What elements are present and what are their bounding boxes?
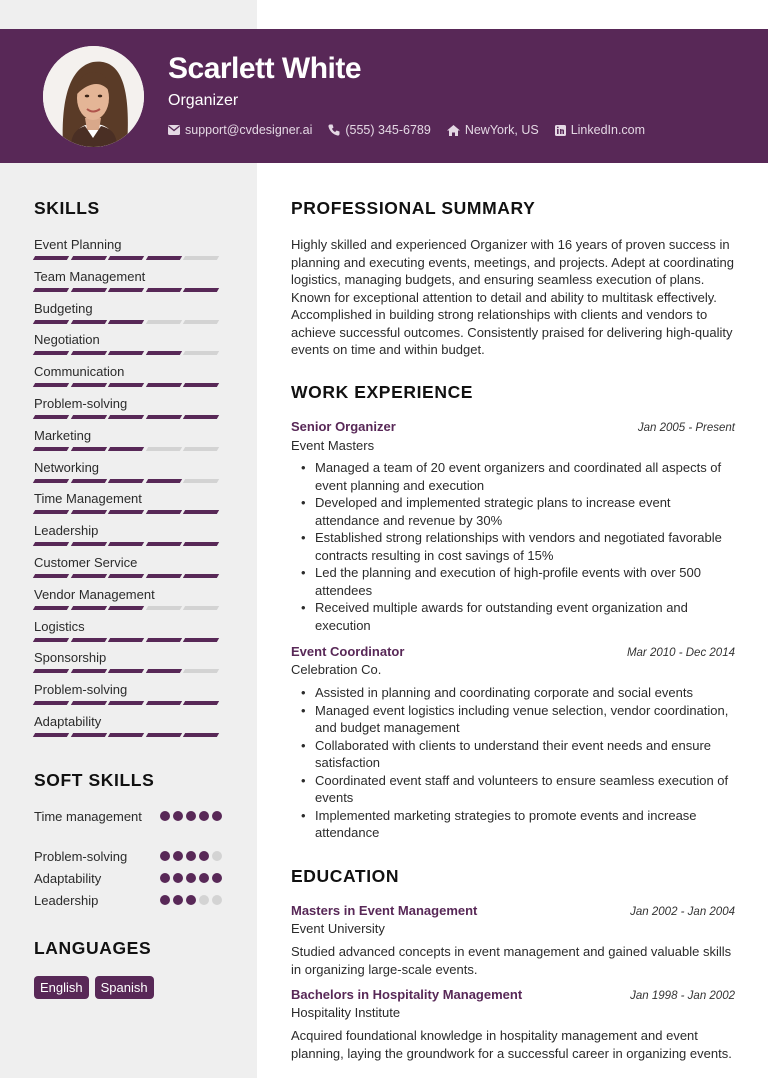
education-heading: EDUCATION: [291, 866, 400, 886]
rating-dot: [173, 811, 183, 821]
skill-level-segment: [70, 447, 106, 451]
skill-level-segment: [70, 383, 106, 387]
skill-level-segment: [146, 351, 182, 355]
skill-level-segment: [108, 510, 144, 514]
education-header: [291, 987, 735, 1002]
skill-level-segment: [146, 669, 182, 673]
candidate-role: Organizer: [168, 92, 239, 109]
skill-level-segment: [183, 733, 219, 737]
rating-dot: [160, 895, 170, 905]
job-bullet: • Developed and implemented strategic plans to increase event attendance and revenue by 30%: [299, 494, 735, 529]
rating-dot: [186, 851, 196, 861]
rating-dot: [186, 811, 196, 821]
skill-level-segment: [146, 574, 182, 578]
skill-name: Vendor Management: [34, 586, 155, 602]
job-bullet: • Managed a team of 20 event organizers and coordinated all aspects of event planning and execution: [299, 459, 735, 494]
skill-level-segment: [70, 351, 106, 355]
rating-dot: [199, 873, 209, 883]
soft-skill-item: [34, 870, 222, 887]
job-bullet: • Implemented marketing strategies to promote events and increase attendance: [299, 807, 735, 842]
skill-level-segment: [183, 606, 219, 610]
skill-level-segment: [108, 383, 144, 387]
degree-title: Masters in Event Management: [291, 903, 478, 918]
skill-level-bar: [34, 447, 222, 451]
skill-item: [34, 650, 222, 673]
skill-level-segment: [70, 701, 106, 705]
work-heading: WORK EXPERIENCE: [291, 382, 474, 402]
contact-row: [168, 123, 661, 137]
rating-dot: [212, 811, 222, 821]
skill-item: [34, 364, 222, 387]
skill-level-segment: [183, 479, 219, 483]
candidate-name: Scarlett White: [168, 52, 362, 85]
skill-level-segment: [108, 447, 144, 451]
skill-name: Marketing: [34, 427, 92, 443]
skill-level-bar: [34, 669, 222, 673]
school-name: Event University: [291, 921, 385, 936]
skill-level-segment: [33, 574, 69, 578]
skill-name: Networking: [34, 459, 100, 475]
soft-skill-rating: [157, 873, 222, 883]
envelope-icon: [168, 125, 180, 135]
rating-dot: [212, 851, 222, 861]
skill-level-bar: [34, 383, 222, 387]
job-company: Celebration Co.: [291, 662, 382, 677]
skill-item: [34, 428, 222, 451]
skill-level-segment: [33, 510, 69, 514]
skill-item: [34, 460, 222, 483]
skill-level-bar: [34, 256, 222, 260]
soft-skill-rating: [157, 895, 222, 905]
skill-level-segment: [183, 701, 219, 705]
languages-list: [34, 976, 160, 999]
skill-item: [34, 587, 222, 610]
job-title: Event Coordinator: [291, 644, 405, 659]
skill-level-segment: [33, 638, 69, 642]
language-tag: English: [34, 976, 89, 999]
skill-level-segment: [70, 479, 106, 483]
school-name: Hospitality Institute: [291, 1005, 401, 1020]
soft-skill-item: [34, 808, 222, 825]
skill-level-segment: [108, 288, 144, 292]
skill-item: [34, 619, 222, 642]
rating-dot: [173, 851, 183, 861]
skill-name: Event Planning: [34, 237, 122, 252]
skill-name: Communication: [34, 364, 125, 380]
degree-title: Bachelors in Hospitality Management: [291, 987, 523, 1002]
skill-level-segment: [70, 288, 106, 292]
skill-level-segment: [33, 479, 69, 483]
skill-item: [34, 237, 222, 260]
home-icon: [447, 125, 460, 136]
summary-heading: PROFESSIONAL SUMMARY: [291, 198, 536, 218]
skill-level-segment: [70, 542, 106, 546]
contact-email[interactable]: [168, 123, 312, 137]
skill-level-segment: [33, 320, 69, 324]
skill-level-segment: [108, 574, 144, 578]
skill-item: [34, 269, 222, 292]
soft-skill-item: [34, 848, 222, 865]
contact-linkedin[interactable]: [555, 123, 645, 137]
rating-dot: [186, 895, 196, 905]
skill-name: Negotiation: [34, 332, 100, 348]
skill-level-segment: [70, 733, 106, 737]
skill-level-segment: [108, 542, 144, 546]
skill-name: Problem-solving: [34, 682, 128, 698]
soft-skill-name: Adaptability: [34, 871, 102, 886]
skill-item: [34, 332, 222, 355]
rating-dot: [186, 873, 196, 883]
skill-level-segment: [70, 415, 106, 419]
skill-level-segment: [183, 256, 219, 260]
skill-item: [34, 396, 222, 419]
job-title: Senior Organizer: [291, 419, 396, 434]
skill-level-segment: [33, 383, 69, 387]
skill-level-segment: [108, 701, 144, 705]
contact-email-text: support@cvdesigner.ai: [185, 123, 313, 137]
soft-skill-name: Problem-solving: [34, 849, 128, 864]
skill-level-segment: [108, 733, 144, 737]
skill-level-segment: [146, 383, 182, 387]
summary-text: Highly skilled and experienced Organizer with 16 years of proven success in planning and executing events, meetings, and projects. Adept at coordinating logistics, managing budgets, and ensuring seamless execution of plans. Known for exceptional attention to detail and ability to multitask effectively. Accomplished in building strong relationships with clients and vendors to achieve successful outcomes. Consistently praised for delivering high-quality events on time and within budget.: [291, 237, 735, 357]
skill-level-segment: [33, 351, 69, 355]
skill-item: [34, 523, 222, 546]
job-date: Jan 2005 - Present: [637, 422, 735, 434]
contact-linkedin-text: LinkedIn.com: [570, 123, 646, 137]
education-date: Jan 1998 - Jan 2002: [630, 990, 735, 1002]
skill-level-segment: [108, 479, 144, 483]
skill-level-bar: [34, 542, 222, 546]
skill-level-segment: [33, 606, 69, 610]
header-banner: [0, 29, 768, 163]
skill-level-segment: [146, 479, 182, 483]
skill-level-segment: [33, 542, 69, 546]
skill-name: Logistics: [34, 618, 85, 634]
soft-skills-heading: SOFT SKILLS: [34, 770, 155, 790]
skill-level-bar: [34, 288, 222, 292]
skill-level-segment: [33, 288, 69, 292]
skill-level-segment: [146, 510, 182, 514]
skill-level-segment: [183, 542, 219, 546]
rating-dot: [212, 895, 222, 905]
skills-heading: SKILLS: [34, 198, 100, 218]
skill-level-segment: [183, 351, 219, 355]
job-bullet: • Managed event logistics including venue selection, vendor coordination, and budget management: [299, 702, 735, 737]
skill-level-segment: [183, 638, 219, 642]
skill-level-segment: [108, 351, 144, 355]
skill-level-segment: [183, 510, 219, 514]
skill-level-segment: [33, 447, 69, 451]
skill-item: [34, 555, 222, 578]
skill-level-segment: [108, 320, 144, 324]
job-date: Mar 2010 - Dec 2014: [626, 647, 735, 659]
skill-level-segment: [183, 447, 219, 451]
job-bullet: • Established strong relationships with vendors and negotiated favorable contracts resulting in cost savings of 15%: [299, 529, 735, 564]
rating-dot: [199, 895, 209, 905]
linkedin-icon: [555, 125, 566, 136]
contact-phone-text: (555) 345-6789: [345, 123, 431, 137]
rating-dot: [173, 895, 183, 905]
job-header: [291, 644, 735, 659]
rating-dot: [160, 851, 170, 861]
skill-level-bar: [34, 320, 222, 324]
job-bullet: • Coordinated event staff and volunteers to ensure seamless execution of events: [299, 772, 735, 807]
skill-level-segment: [146, 256, 182, 260]
skill-level-segment: [146, 701, 182, 705]
skill-level-segment: [108, 256, 144, 260]
skill-level-segment: [33, 415, 69, 419]
languages-heading: LANGUAGES: [34, 938, 152, 958]
skill-item: [34, 714, 222, 737]
job-bullet: • Assisted in planning and coordinating corporate and social events: [299, 684, 735, 702]
rating-dot: [160, 873, 170, 883]
skill-name: Sponsorship: [34, 650, 107, 666]
skill-level-segment: [183, 669, 219, 673]
job-bullet: • Received multiple awards for outstanding event organization and execution: [299, 599, 735, 634]
education-description: Acquired foundational knowledge in hospitality management and event planning, laying the groundwork for a successful career in organizing events.: [291, 1028, 732, 1061]
job-bullets: [299, 684, 735, 842]
skill-name: Adaptability: [34, 714, 102, 729]
soft-skill-item: [34, 892, 222, 909]
skill-name: Budgeting: [34, 300, 93, 316]
skill-level-segment: [70, 256, 106, 260]
contact-location[interactable]: [447, 123, 539, 137]
skill-level-segment: [70, 606, 106, 610]
skill-item: [34, 491, 222, 514]
avatar: [43, 46, 144, 147]
skill-level-segment: [108, 606, 144, 610]
skill-level-segment: [70, 320, 106, 324]
skill-level-bar: [34, 351, 222, 355]
skill-level-segment: [108, 669, 144, 673]
soft-skill-rating: [157, 811, 222, 821]
soft-skill-rating: [157, 851, 222, 861]
skill-name: Time Management: [34, 491, 142, 507]
job-bullet: • Led the planning and execution of high-profile events with over 500 attendees: [299, 564, 735, 599]
contact-location-text: NewYork, US: [464, 123, 539, 137]
skill-level-segment: [183, 574, 219, 578]
skill-name: Leadership: [34, 523, 99, 539]
rating-dot: [173, 873, 183, 883]
skill-item: [34, 301, 222, 324]
skill-level-segment: [183, 288, 219, 292]
job-bullet: • Collaborated with clients to understand their event needs and ensure satisfaction: [299, 737, 735, 772]
education-date: Jan 2002 - Jan 2004: [630, 906, 735, 918]
skill-item: [34, 682, 222, 705]
rating-dot: [212, 873, 222, 883]
skill-level-segment: [183, 415, 219, 419]
language-tag: Spanish: [95, 976, 154, 999]
skill-level-bar: [34, 479, 222, 483]
rating-dot: [199, 851, 209, 861]
phone-icon: [328, 124, 340, 136]
skill-level-segment: [146, 606, 182, 610]
skill-level-segment: [70, 510, 106, 514]
job-header: [291, 419, 735, 434]
rating-dot: [160, 811, 170, 821]
skill-level-segment: [146, 447, 182, 451]
job-bullets: [299, 459, 735, 634]
soft-skill-name: Leadership: [34, 893, 99, 908]
contact-phone[interactable]: [328, 123, 430, 137]
skill-level-segment: [33, 701, 69, 705]
skill-name: Team Management: [34, 268, 146, 284]
skill-level-segment: [108, 638, 144, 642]
skill-level-segment: [146, 288, 182, 292]
education-description: Studied advanced concepts in event management and gained valuable skills in organizing large-scale events.: [291, 944, 732, 977]
skill-level-segment: [146, 415, 182, 419]
skill-level-segment: [183, 320, 219, 324]
skill-level-segment: [146, 733, 182, 737]
skill-level-segment: [70, 669, 106, 673]
skill-level-segment: [33, 256, 69, 260]
skill-level-bar: [34, 701, 222, 705]
job-company: Event Masters: [291, 438, 375, 453]
skill-level-segment: [108, 415, 144, 419]
skill-name: Problem-solving: [34, 396, 128, 411]
skill-level-segment: [146, 542, 182, 546]
skill-level-segment: [33, 669, 69, 673]
skill-level-bar: [34, 574, 222, 578]
skill-level-bar: [34, 638, 222, 642]
skill-level-bar: [34, 733, 222, 737]
rating-dot: [199, 811, 209, 821]
skill-level-bar: [34, 415, 222, 419]
skill-level-segment: [146, 638, 182, 642]
skill-level-bar: [34, 510, 222, 514]
skill-level-segment: [33, 733, 69, 737]
skill-level-segment: [146, 320, 182, 324]
skill-level-segment: [183, 383, 219, 387]
skill-level-segment: [70, 638, 106, 642]
education-header: [291, 903, 735, 918]
soft-skill-name: Time management: [34, 809, 142, 824]
skill-level-segment: [70, 574, 106, 578]
skill-level-bar: [34, 606, 222, 610]
skill-name: Customer Service: [34, 555, 138, 570]
